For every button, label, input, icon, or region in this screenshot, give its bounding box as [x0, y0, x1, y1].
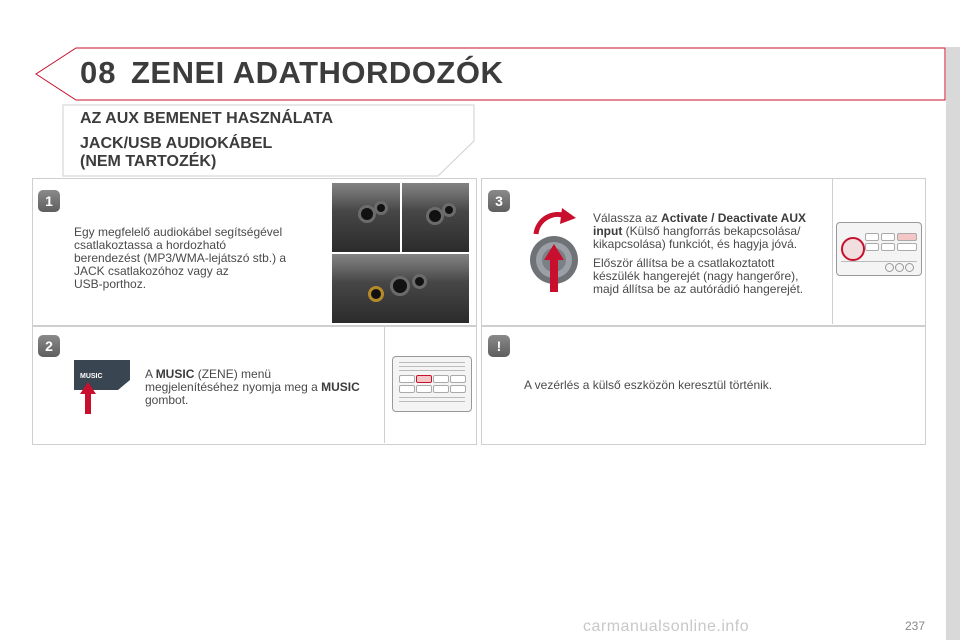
step-1-text: [74, 226, 324, 291]
step-1-badge: 1: [38, 190, 60, 212]
page-number: 237: [905, 619, 926, 633]
warning-badge: !: [488, 335, 510, 357]
step-3-badge: 3: [488, 190, 510, 212]
step-1-text-line5: USB-porthoz.: [74, 277, 147, 291]
jack-socket-photo-3: [332, 254, 469, 323]
jack-socket-photo-1: [332, 183, 400, 252]
step-3-p2-line3: majd állítsa be az autórádió hangerejét.: [593, 282, 804, 296]
step-2-prefix: A: [145, 367, 156, 381]
radio-illustration-2: [392, 356, 472, 412]
warning-text: A vezérlés a külső eszközön keresztül történik.: [524, 378, 773, 392]
step-3-p2-line2: készülék hangerejét (nagy hangerőre),: [593, 269, 799, 283]
section-title-line1: AZ AUX BEMENET HASZNÁLATA: [80, 110, 334, 127]
step-3-p1-bold2: input: [593, 224, 623, 238]
step-1-text-line4: JACK csatlakozóhoz vagy az: [74, 264, 229, 278]
step-2-middle: (ZENE) menü: [194, 367, 272, 381]
step-2-text-line3: gombot.: [145, 393, 189, 407]
step-2-badge: 2: [38, 335, 60, 357]
step-3-p1-prefix: Válassza az: [593, 211, 662, 225]
jack-socket-photo-2: [402, 183, 469, 252]
radio-illustration-3: [836, 222, 922, 276]
step-3-p1-bold: Activate / Deactivate AUX: [661, 211, 806, 225]
watermark: carmanualsonline.info: [583, 618, 750, 635]
step-3-p1-rest1: (Külső hangforrás bekapcsolása/: [622, 224, 801, 238]
step-3-divider: [832, 179, 833, 324]
rotary-knob-icon: [522, 208, 586, 294]
chapter-title: ZENEI ADATHORDOZÓK: [131, 55, 504, 90]
step-3-p2-line1: Először állítsa be a csatlakoztatott: [593, 256, 775, 270]
section-title-line3: (NEM TARTOZÉK): [80, 153, 217, 170]
step-3-text: [593, 212, 828, 296]
section-title-line2: JACK/USB AUDIOKÁBEL: [80, 135, 273, 152]
step-1-text-line1: Egy megfelelő audiokábel segítségével: [74, 225, 283, 239]
music-button-label: MUSIC: [80, 373, 103, 380]
step-2-music-word2: MUSIC: [321, 380, 360, 394]
step-3-p1-line3: kikapcsolása) funkciót, és hagyja jóvá.: [593, 237, 798, 251]
step-1-text-line2: csatlakoztassa a hordozható: [74, 238, 227, 252]
step-1-text-line3: berendezést (MP3/WMA-lejátszó stb.) a: [74, 251, 287, 265]
music-button-icon: [70, 356, 134, 416]
step-2-music-word: MUSIC: [155, 367, 195, 381]
step-2-line2-prefix: megjelenítéséhez nyomja meg a: [145, 380, 322, 394]
chapter-number: 08: [80, 55, 117, 90]
step-2-text: [145, 368, 385, 407]
right-margin-strip: [946, 47, 960, 640]
